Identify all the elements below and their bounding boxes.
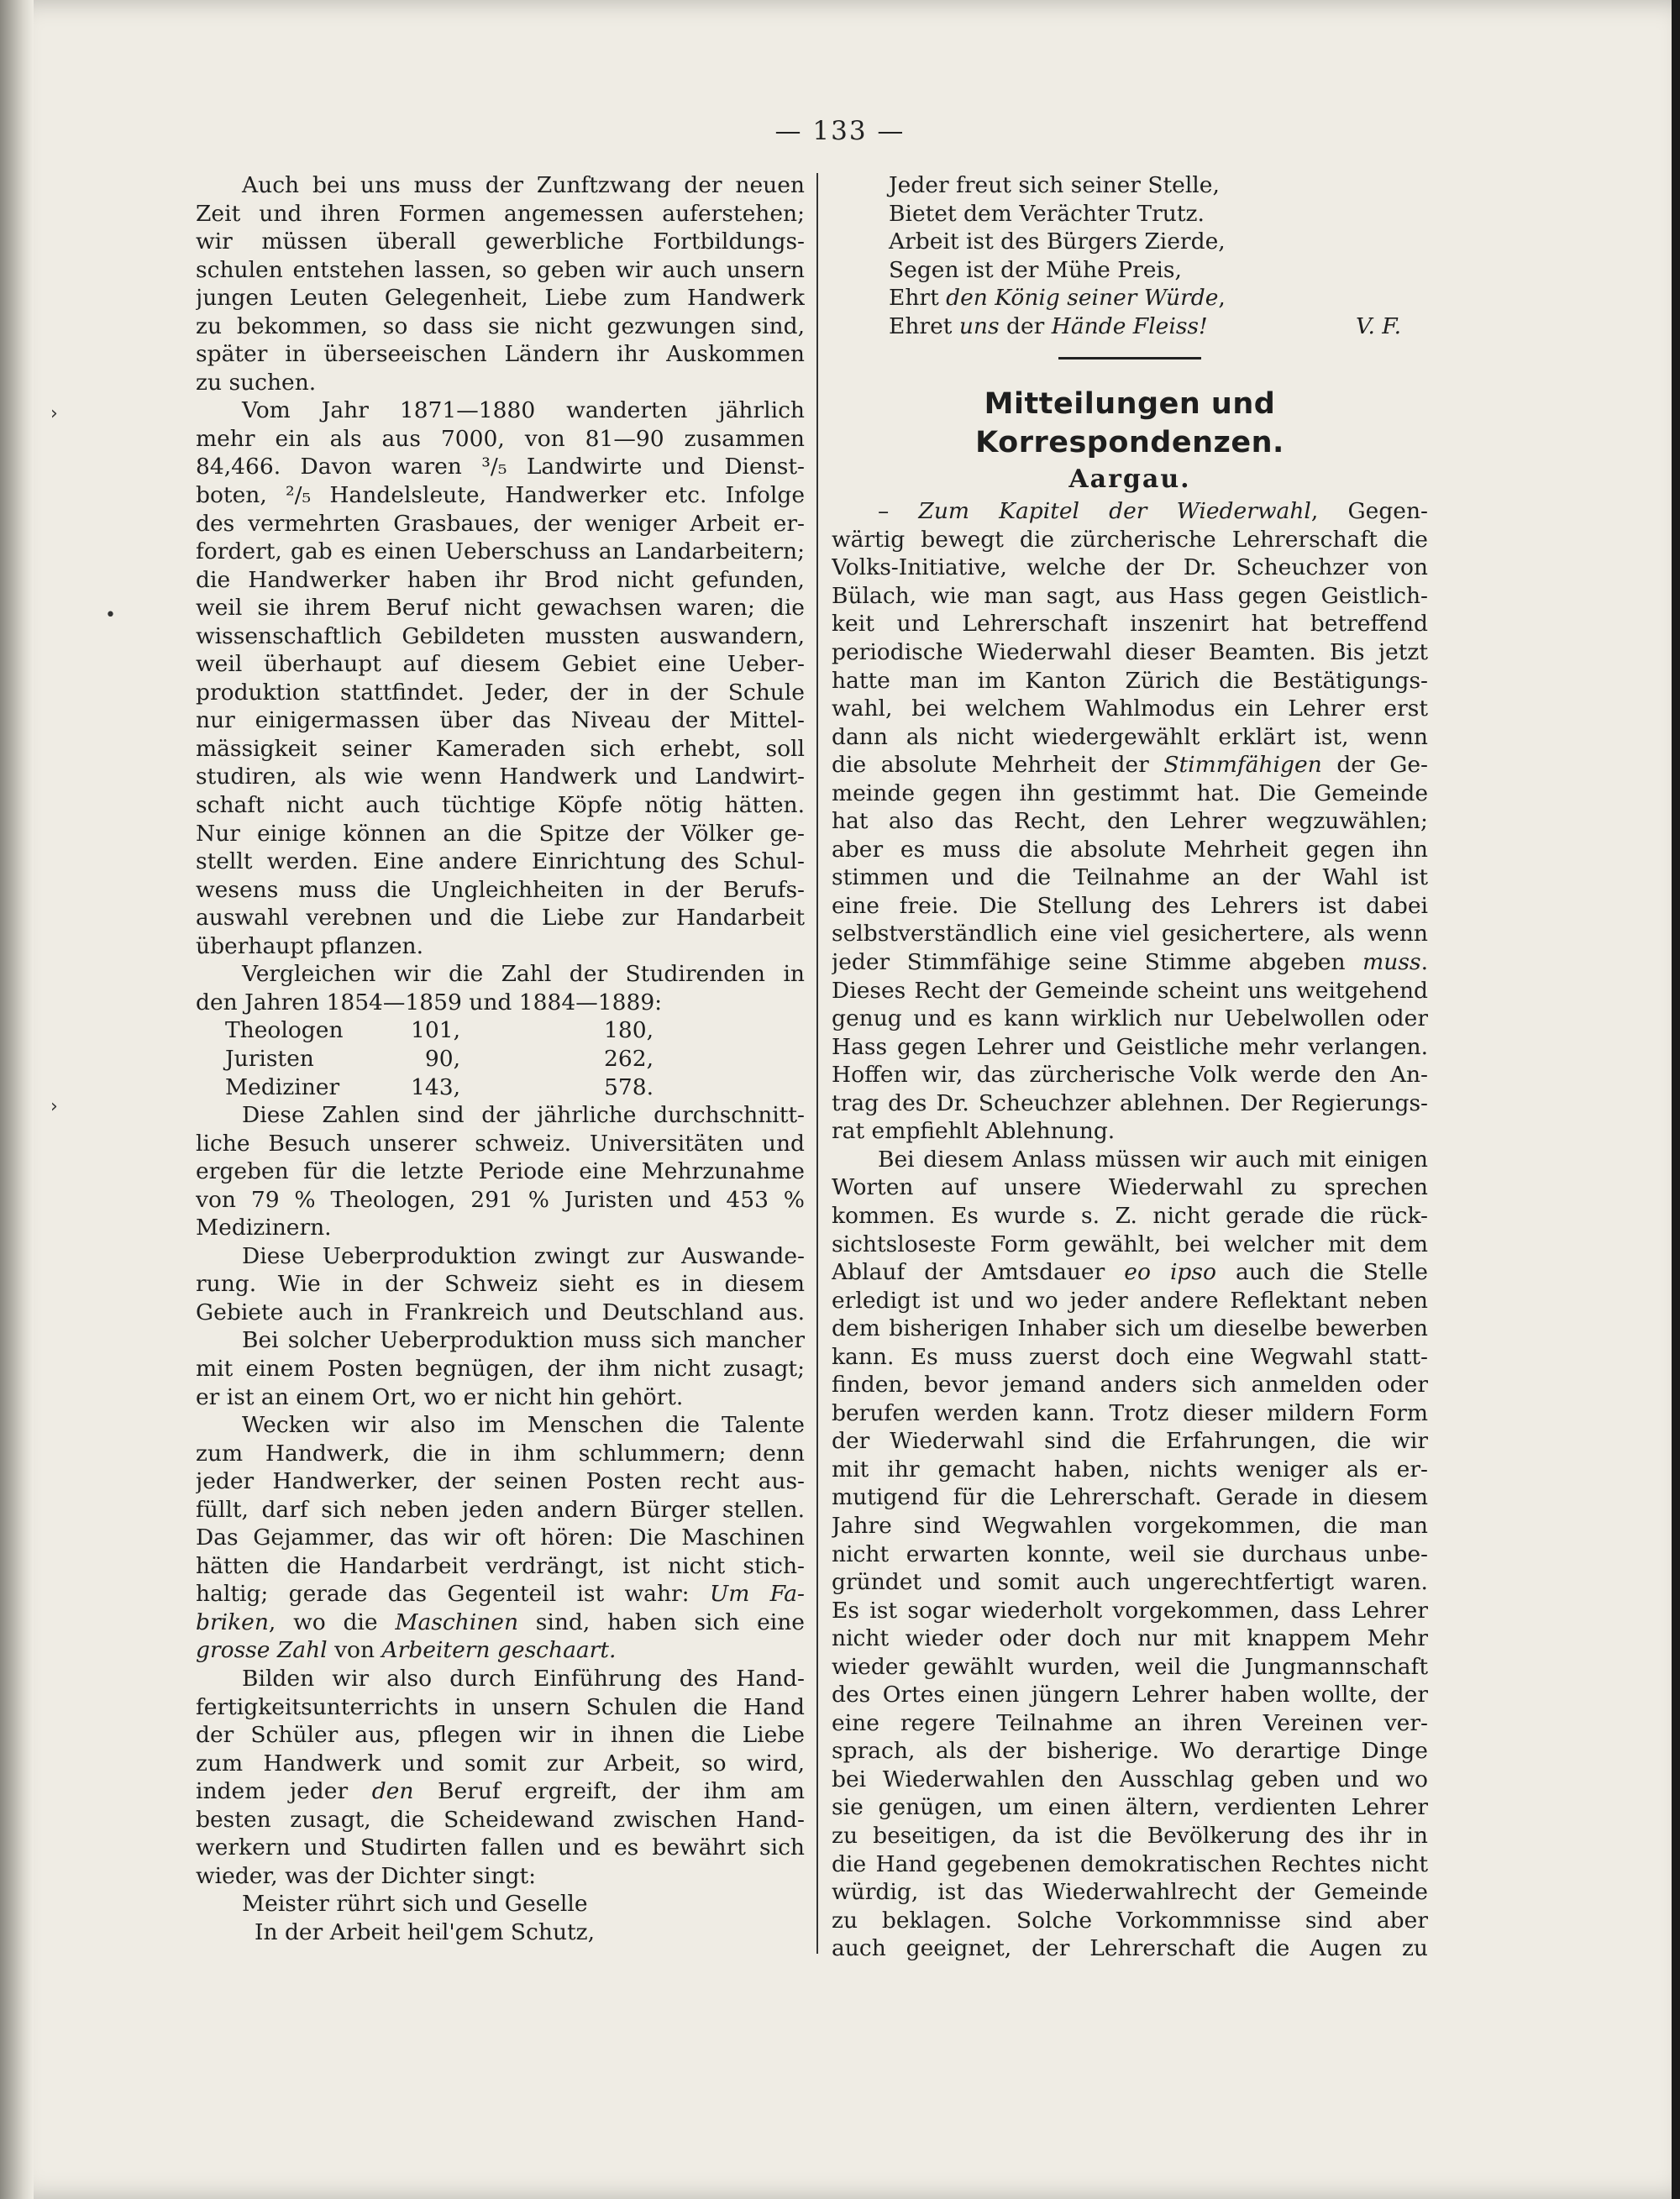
column-divider — [816, 173, 818, 1954]
text-line: erledigt ist und wo jeder andere Reflektant neben — [832, 1287, 1428, 1314]
text-line: Zeit und ihren Formen angemessen auferstehen; — [196, 200, 805, 227]
text-line: Ablauf der Amtsdauer eo ipso auch die Stelle — [832, 1259, 1428, 1286]
faculty-cell: Juristen — [225, 1045, 314, 1072]
margin-mark: › — [50, 403, 58, 424]
text-line: er ist an einem Ort, wo er nicht hin gehört. — [196, 1383, 684, 1410]
text-line: sie genügen, um einen ältern, verdienten Lehrer — [832, 1794, 1428, 1821]
text-line: keit und Lehrerschaft inszenirt hat betreffend — [832, 611, 1428, 638]
text-line: kann. Es muss zuerst doch eine Wegwahl statt- — [832, 1343, 1428, 1370]
text-line: nicht erwarten konnte, weil sie durchaus unbe- — [832, 1540, 1428, 1567]
text-line: den Jahren 1854—1859 und 1884—1889: — [196, 989, 663, 1016]
text-line: Es ist sogar wiederholt vorgekommen, dass Lehrer — [832, 1597, 1428, 1624]
text-line: wieder, was der Dichter singt: — [196, 1862, 537, 1889]
text-line: 84,466. Davon waren ³/₅ Landwirte und Dienst- — [196, 454, 805, 480]
text-line: Wecken wir also im Menschen die Talente — [242, 1412, 805, 1439]
poem-line: Segen ist der Mühe Preis, — [889, 256, 1182, 283]
text-line: sichtsloseste Form gewählt, bei welcher mit dem — [832, 1231, 1428, 1257]
text-line: Diese Zahlen sind der jährliche durchschnitt- — [242, 1102, 805, 1129]
text-line: genug und es kann wirklich nur Uebelwollen oder — [832, 1005, 1428, 1032]
text-line: dann als nicht wiedergewählt erklärt ist, wenn — [832, 723, 1428, 750]
left-column-text-part-1 — [196, 171, 805, 1016]
text-line: kommen. Es wurde s. Z. nicht gerade die rück- — [832, 1202, 1428, 1229]
text-line: fertigkeitsunterrichts in unsern Schulen die Hand — [196, 1693, 805, 1720]
text-line: sprach, als der bisherige. Wo derartige Dinge — [832, 1738, 1428, 1765]
text-line: der Schüler aus, pflegen wir in ihnen die Liebe — [196, 1722, 805, 1749]
author-signature: V. F. — [1355, 312, 1401, 339]
text-line: jeder Stimmfähige seine Stimme abgeben muss. — [832, 949, 1428, 976]
text-line: weil überhaupt auf diesem Gebiet eine Ueber- — [196, 651, 805, 678]
poem-line: Ehret uns der Hände Fleiss! V. F. — [889, 312, 1401, 339]
text-line: Dieses Recht der Gemeinde scheint uns weitgehend — [832, 977, 1428, 1004]
text-line: ergeben für die letzte Periode eine Mehrzunahme — [196, 1158, 805, 1185]
text-line: berufen werden kann. Trotz dieser mildern Form — [832, 1399, 1428, 1426]
text-line: wahl, bei welchem Wahlmodus ein Lehrer erst — [832, 695, 1428, 722]
text-line: produktion stattfindet. Jeder, der in der Schule — [196, 679, 805, 706]
text-line: liche Besuch unserer schweiz. Universitäten und — [196, 1130, 805, 1157]
text-line: studiren, als wie wenn Handwerk und Landwirt- — [196, 764, 805, 790]
text-line: weil sie ihrem Beruf nicht gewachsen waren; die — [196, 595, 805, 622]
text-line: von 79 % Theologen, 291 % Juristen und 453 % — [196, 1186, 805, 1213]
text-line: Vergleichen wir die Zahl der Studirenden in — [242, 961, 805, 988]
text-line: jungen Leuten Gelegenheit, Liebe zum Handwerk — [196, 285, 805, 312]
canton-sub-heading: Aargau. — [1068, 464, 1191, 495]
text-line: eine freie. Die Stellung des Lehrers ist dabei — [832, 892, 1428, 919]
text-line: zu suchen. — [196, 369, 317, 396]
text-line: boten, ²/₅ Handelsleute, Handwerker etc. Infolge — [196, 482, 805, 509]
text-line: Diese Ueberproduktion zwingt zur Auswande- — [242, 1242, 805, 1269]
text-line: zu beseitigen, da ist die Bevölkerung des ihr in — [832, 1822, 1428, 1849]
table-row — [196, 1045, 805, 1073]
text-line: hatte man im Kanton Zürich die Bestätigungs- — [832, 667, 1428, 694]
text-line: mässigkeit seiner Kameraden sich erhebt, soll — [196, 735, 805, 762]
text-line: Hass gegen Lehrer und Geistliche mehr verlangen. — [832, 1033, 1428, 1060]
text-line: periodische Wiederwahl dieser Beamten. Bis jetzt — [832, 639, 1428, 666]
text-line: die Hand gegebenen demokratischen Rechtes nicht — [832, 1850, 1428, 1877]
text-line: auswahl verebnen und die Liebe zur Handarbeit — [196, 905, 805, 932]
poem-line: Arbeit ist des Bürgers Zierde, — [889, 228, 1226, 255]
count-1854-cell: 143, — [410, 1073, 460, 1100]
text-line: stimmen und die Teilnahme an der Wahl ist — [832, 864, 1428, 891]
text-line: dem bisherigen Inhaber sich um dieselbe bewerben — [832, 1315, 1428, 1342]
text-line: Hoffen wir, das zürcherische Volk werde den An- — [832, 1062, 1428, 1089]
text-line: nur einigermassen über das Niveau der Mittel- — [196, 707, 805, 734]
text-line: würdig, ist das Wiederwahlrecht der Gemeinde — [832, 1879, 1428, 1906]
text-line: des vermehrten Grasbaues, der weniger Arbeit er- — [196, 510, 805, 537]
text-line: hätten die Handarbeit verdrängt, ist nicht stich- — [196, 1552, 805, 1579]
text-line: zum Handwerk und somit zur Arbeit, so wird, — [196, 1750, 805, 1777]
text-line: Das Gejammer, das wir oft hören: Die Maschinen — [196, 1525, 805, 1551]
count-1854-cell: 101, — [410, 1017, 460, 1044]
short-separator-rule — [1058, 357, 1201, 360]
text-line: mehr ein als aus 7000, von 81—90 zusammen — [196, 425, 805, 452]
count-1854-cell: 90, — [424, 1045, 460, 1072]
text-line: finden, bevor jemand anders sich anmelden oder — [832, 1372, 1428, 1399]
binding-gutter — [0, 0, 34, 2199]
text-line: des Ortes einen jüngern Lehrer haben wollte, der — [832, 1682, 1428, 1708]
text-line: Jahre sind Wegwahlen vorgekommen, die man — [832, 1512, 1428, 1539]
text-line: mit einem Posten begnügen, der ihm nicht zusagt; — [196, 1355, 805, 1382]
faculty-cell: Theologen — [225, 1017, 344, 1044]
text-line: zu bekommen, so dass sie nicht gezwungen sind, — [196, 312, 805, 339]
text-line: indem jeder den Beruf ergreift, der ihm am — [196, 1778, 805, 1805]
article-wiederwahl — [832, 497, 1428, 1962]
text-line: überhaupt pflanzen. — [196, 932, 423, 959]
text-line: auch geeignet, der Lehrerschaft die Augen zu — [832, 1935, 1428, 1962]
text-line: wärtig bewegt die zürcherische Lehrerschaft die — [832, 526, 1428, 553]
right-column — [832, 171, 1428, 1963]
text-line: jeder Handwerker, der seinen Posten recht aus- — [196, 1468, 805, 1495]
margin-mark: › — [50, 1096, 58, 1117]
text-line: füllt, darf sich neben jeden andern Bürger stellen. — [196, 1496, 805, 1523]
text-line: der Wiederwahl sind die Erfahrungen, die wir — [832, 1428, 1428, 1455]
left-column — [196, 171, 805, 1946]
text-line: Gebiete auch in Frankreich und Deutschland aus. — [196, 1299, 805, 1325]
text-line: die Handwerker haben ihr Brod nicht gefunden, — [196, 566, 805, 593]
margin-dot: • — [105, 605, 116, 626]
poem-stanza — [832, 171, 1428, 340]
text-line: später in überseeischen Ländern ihr Auskommen — [196, 341, 805, 368]
text-line: Nur einige können an die Spitze der Völker ge- — [196, 820, 805, 847]
text-line: gründet und somit auch ungerechtfertigt waren. — [832, 1569, 1428, 1596]
text-line: schulen entstehen lassen, so geben wir auch unsern — [196, 256, 805, 283]
text-line: Worten auf unsere Wiederwahl zu sprechen — [832, 1174, 1428, 1201]
poem-line: Ehrt den König seiner Würde, — [889, 285, 1226, 312]
text-line: meinde gegen ihn gestimmt hat. Die Gemeinde — [832, 779, 1428, 806]
text-line: hat also das Recht, den Lehrer wegzuwählen; — [832, 808, 1428, 835]
count-1884-cell: 180, — [603, 1017, 654, 1044]
text-line: schaft nicht auch tüchtige Köpfe nötig hätten. — [196, 792, 805, 819]
text-line: – Zum Kapitel der Wiederwahl, Gegen- — [878, 498, 1428, 525]
text-line: stellt werden. Eine andere Einrichtung des Schul- — [196, 848, 805, 875]
text-line: rat empfiehlt Ablehnung. — [832, 1118, 1116, 1145]
text-line: mit ihr gemacht haben, nichts weniger als er- — [832, 1456, 1428, 1483]
text-line: die absolute Mehrheit der Stimmfähigen der Ge- — [832, 752, 1428, 779]
text-line: selbstverständlich eine viel gesichertere, als wenn — [832, 921, 1428, 947]
text-line: grosse Zahl von Arbeitern geschaart. — [196, 1637, 617, 1664]
text-line: wesens muss die Ungleichheiten in der Berufs- — [196, 876, 805, 903]
text-line: besten zusagt, die Scheidewand zwischen Hand- — [196, 1806, 805, 1833]
text-line: bei Wiederwahlen den Ausschlag geben und wo — [832, 1766, 1428, 1792]
page-number: — 133 — — [774, 116, 906, 146]
text-line: trag des Dr. Scheuchzer ablehnen. Der Regierungs- — [832, 1089, 1428, 1116]
count-1884-cell: 262, — [603, 1045, 654, 1072]
text-line: Bei solcher Ueberproduktion muss sich mancher — [242, 1327, 805, 1354]
table-row — [196, 1016, 805, 1045]
text-line: eine regere Teilnahme an ihren Vereinen ver- — [832, 1709, 1428, 1736]
text-line: mutigend für die Lehrerschaft. Gerade in diesem — [832, 1484, 1428, 1511]
text-line: wir müssen überall gewerbliche Fortbildungs- — [196, 228, 805, 255]
text-line: wieder gewählt wurden, weil die Jungmannschaft — [832, 1653, 1428, 1680]
text-line: Bei diesem Anlass müssen wir auch mit einigen — [878, 1146, 1428, 1173]
text-line: Medizinern. — [196, 1215, 332, 1241]
poem-line: Jeder freut sich seiner Stelle, — [889, 172, 1220, 198]
text-line: wissenschaftlich Gebildeten mussten auswandern, — [196, 622, 805, 649]
poem-line: Bietet dem Verächter Trutz. — [889, 200, 1205, 227]
text-line: Bilden wir also durch Einführung des Hand- — [242, 1665, 805, 1692]
text-line: zu beklagen. Solche Vorkommnisse sind aber — [832, 1907, 1428, 1934]
text-line: nicht wieder oder doch nur mit knappem Mehr — [832, 1625, 1428, 1652]
text-line: werkern und Studirten fallen und es bewährt sich — [196, 1834, 805, 1861]
text-line: Vom Jahr 1871—1880 wanderten jährlich — [242, 397, 805, 424]
text-line: zum Handwerk, die in ihm schlummern; denn — [196, 1440, 805, 1467]
count-1884-cell: 578. — [603, 1073, 654, 1100]
text-line: rung. Wie in der Schweiz sieht es in diesem — [196, 1271, 805, 1298]
text-line: Meister rührt sich und Geselle — [242, 1891, 588, 1918]
left-column-text-part-2 — [196, 1101, 805, 1946]
text-line: briken, wo die Maschinen sind, haben sich eine — [196, 1609, 805, 1635]
text-line: fordert, gab es einen Ueberschuss an Landarbeitern; — [196, 538, 805, 565]
section-heading: Mitteilungen und Korrespondenzen. — [975, 387, 1284, 460]
student-statistics-table — [196, 1016, 805, 1101]
text-line: Auch bei uns muss der Zunftzwang der neuen — [242, 172, 805, 198]
table-row — [196, 1073, 805, 1102]
text-line: Bülach, wie man sagt, aus Hass gegen Geistlich- — [832, 582, 1428, 609]
faculty-cell: Mediziner — [225, 1073, 340, 1100]
text-line: haltig; gerade das Gegenteil ist wahr: Um Fa- — [196, 1581, 805, 1608]
text-line: aber es muss die absolute Mehrheit gegen ihn — [832, 836, 1428, 863]
text-line: Volks-Initiative, welche der Dr. Scheuchzer von — [832, 554, 1428, 581]
text-line: In der Arbeit heil'gem Schutz, — [255, 1918, 596, 1945]
